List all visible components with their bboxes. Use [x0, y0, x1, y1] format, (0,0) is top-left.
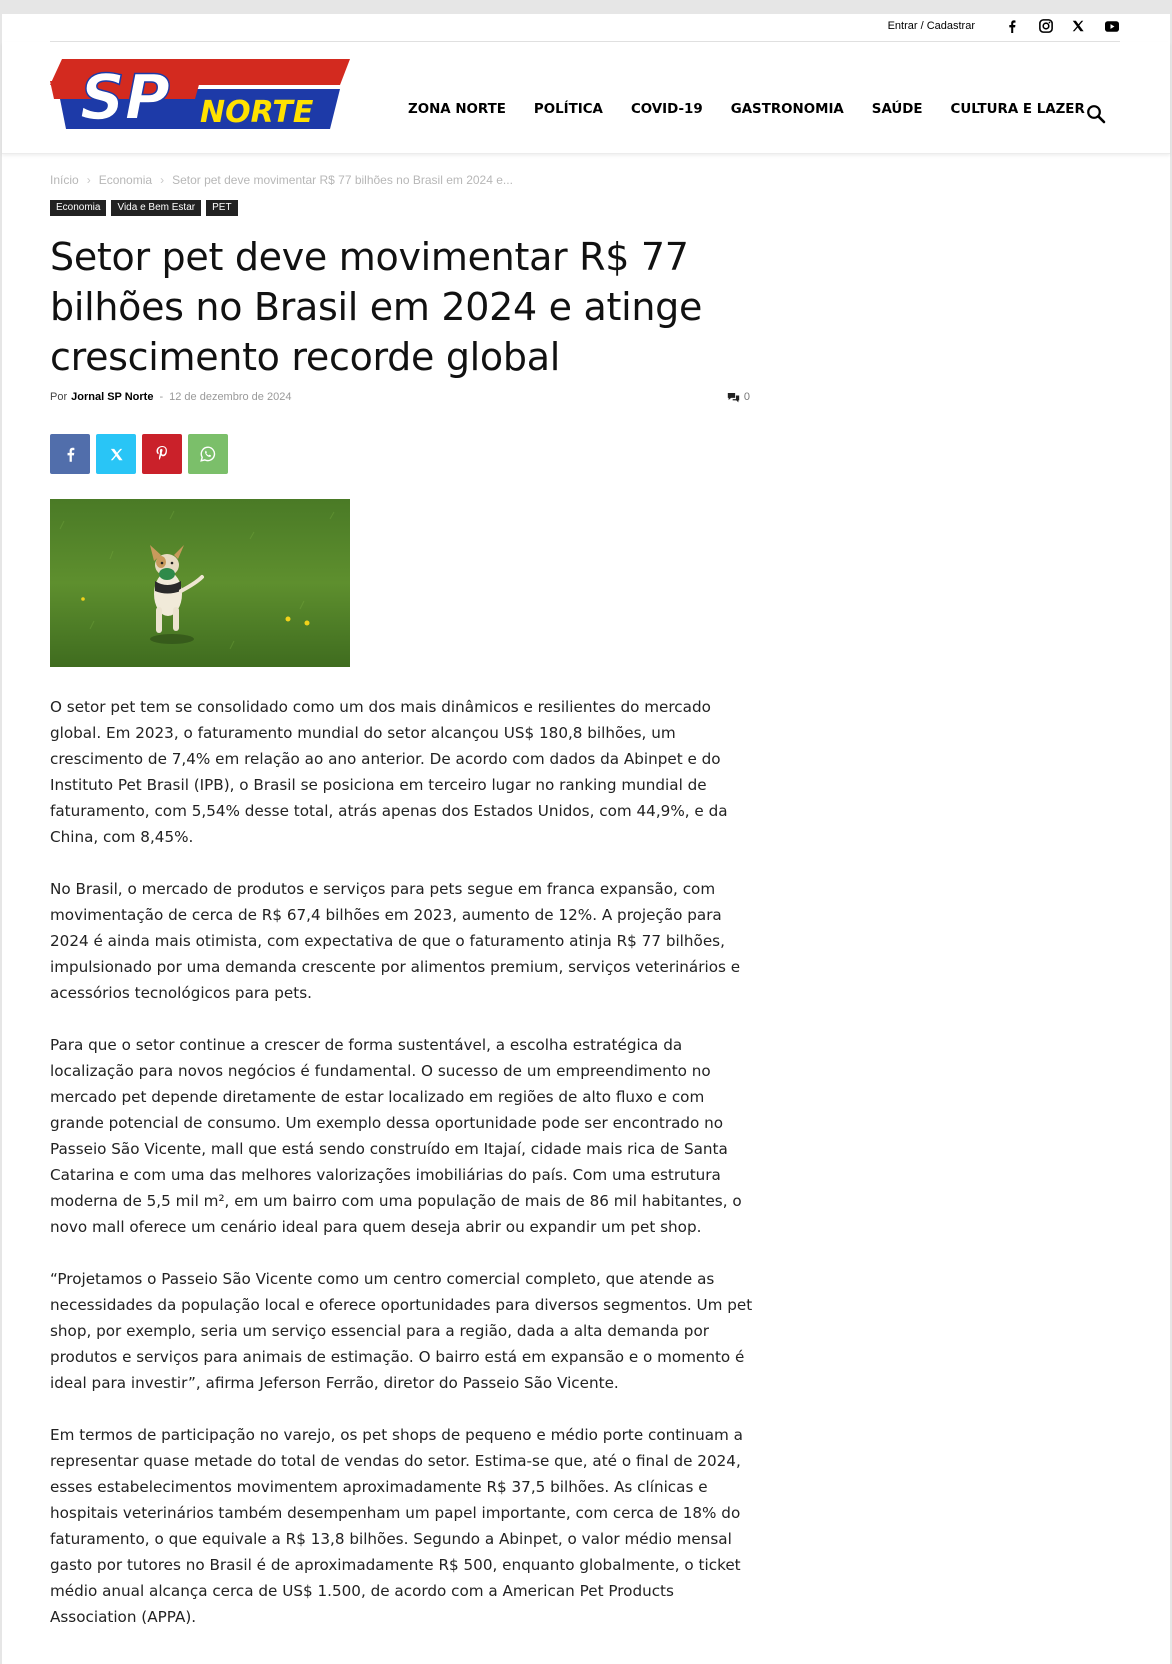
pinterest-icon: [156, 446, 168, 462]
nav-saude[interactable]: SAÚDE: [871, 102, 923, 117]
nav-covid-19[interactable]: COVID-19: [630, 102, 703, 117]
nav-politica[interactable]: POLÍTICA: [533, 102, 603, 117]
category-pet[interactable]: PET: [206, 200, 237, 216]
breadcrumb-separator: ›: [86, 173, 91, 187]
share-x-button[interactable]: [96, 434, 136, 474]
author-link[interactable]: Jornal SP Norte: [71, 391, 154, 403]
site-header: [2, 42, 1170, 154]
comments-count: 0: [743, 391, 750, 403]
category-vida-e-bem-estar[interactable]: Vida e Bem Estar: [111, 200, 201, 216]
article-title: Setor pet deve movimentar R$ 77 bilhões no Brasil em 2024 e atinge crescimento recorde global: [50, 235, 703, 379]
article-meta: [50, 391, 750, 403]
login-link[interactable]: Entrar / Cadastrar: [887, 20, 975, 32]
breadcrumb-current: Setor pet deve movimentar R$ 77 bilhões no Brasil em 2024 e...: [172, 173, 513, 187]
publish-date: 12 de dezembro de 2024: [169, 391, 292, 403]
nav-cultura-e-lazer[interactable]: CULTURA E LAZER: [950, 102, 1085, 117]
site-logo[interactable]: [50, 59, 350, 131]
by-label: Por: [50, 391, 68, 403]
meta-separator: -: [159, 391, 164, 403]
category-tags: [50, 200, 238, 216]
svg-text:SP: SP: [80, 61, 171, 131]
article-paragraph: Para que o setor continue a crescer de forma sustentável, a escolha estratégica da localização para novos negócios é fundamental. O sucesso de um empreendimento no mercado pet depende diretamente de estar localizado em regiões de alto fluxo e com grande potencial de consumo. Um exemplo dessa oportunidade pode ser encontrado no Passeio São Vicente, mall que está sendo construído em Itajaí, cidade mais rica de Santa Catarina e com uma das melhores valorizações imobiliárias do país. Com uma estrutura moderna de 5,5 mil m², em um bairro com uma população de mais de 86 mil habitantes, o novo mall oferece um cenário ideal para quem deseja abrir ou expandir um pet shop.: [50, 1036, 742, 1236]
top-bar: [50, 14, 1120, 42]
article-body: [50, 694, 754, 1656]
share-whatsapp-button[interactable]: [188, 434, 228, 474]
whatsapp-icon: [200, 446, 216, 462]
nav-zona-norte[interactable]: ZONA NORTE: [408, 102, 506, 117]
breadcrumb: [50, 173, 513, 187]
share-facebook-button[interactable]: [50, 434, 90, 474]
category-economia[interactable]: Economia: [50, 200, 106, 216]
article-paragraph: O setor pet tem se consolidado como um dos mais dinâmicos e resilientes do mercado global. Em 2023, o faturamento mundial do setor alcançou US$ 180,8 bilhões, um crescimento de 7,4% em relação ao ano anterior. De acordo com dados da Abinpet e do Instituto Pet Brasil (IPB), o Brasil se posiciona em terceiro lugar no ranking mundial de faturamento, com 5,54% desse total, atrás apenas dos Estados Unidos, com 44,9%, e da China, com 8,45%.: [50, 698, 728, 846]
search-icon[interactable]: [1086, 104, 1106, 124]
breadcrumb-economia[interactable]: Economia: [98, 173, 153, 187]
comments-link[interactable]: [727, 391, 750, 403]
nav-gastronomia[interactable]: GASTRONOMIA: [730, 102, 844, 117]
youtube-icon[interactable]: [1104, 18, 1120, 34]
share-buttons: [50, 434, 228, 474]
breadcrumb-home[interactable]: Início: [50, 173, 79, 187]
breadcrumb-separator: ›: [160, 173, 165, 187]
facebook-icon: [66, 447, 75, 462]
svg-text:NORTE: NORTE: [200, 95, 314, 130]
x-icon[interactable]: [1070, 18, 1086, 34]
article-hero-image: [50, 499, 350, 667]
page: [2, 14, 1170, 1664]
article-paragraph: Em termos de participação no varejo, os pet shops de pequeno e médio porte continuam a representar quase metade do total de vendas do setor. Estima-se que, até o final de 2024, esses estabelecimentos movimentem aproximadamente R$ 37,5 bilhões. As clínicas e hospitais veterinários também desempenham um papel importante, com cerca de 18% do faturamento, o que equivale a R$ 13,8 bilhões. Segundo a Abinpet, o valor médio mensal gasto por tutores no Brasil é de aproximadamente R$ 500, enquanto globalmente, o ticket médio anual alcança cerca de US$ 1.500, de acordo com a American Pet Products Association (APPA).: [50, 1426, 743, 1626]
article-paragraph: “Projetamos o Passeio São Vicente como um centro comercial completo, que atende as necessidades da população local e oferece oportunidades para diversos segmentos. Um pet shop, por exemplo, seria um serviço essencial para a região, dada a alta demanda por produtos e serviços para animais de estimação. O bairro está em expansão e o momento é ideal para investir”, afirma Jeferson Ferrão, diretor do Passeio São Vicente.: [50, 1270, 753, 1392]
article-paragraph: No Brasil, o mercado de produtos e serviços para pets segue em franca expansão, com movimentação de cerca de R$ 67,4 bilhões em 2023, aumento de 12%. A projeção para 2024 é ainda mais otimista, com expectativa de que o faturamento atinja R$ 77 bilhões, impulsionado por uma demanda crescente por alimentos premium, serviços veterinários e acessórios tecnológicos para pets.: [50, 880, 741, 1002]
facebook-icon[interactable]: [1004, 18, 1020, 34]
x-icon: [110, 448, 123, 461]
share-pinterest-button[interactable]: [142, 434, 182, 474]
comments-icon: [727, 392, 740, 403]
main-nav: [408, 102, 1113, 117]
instagram-icon[interactable]: [1038, 18, 1054, 34]
